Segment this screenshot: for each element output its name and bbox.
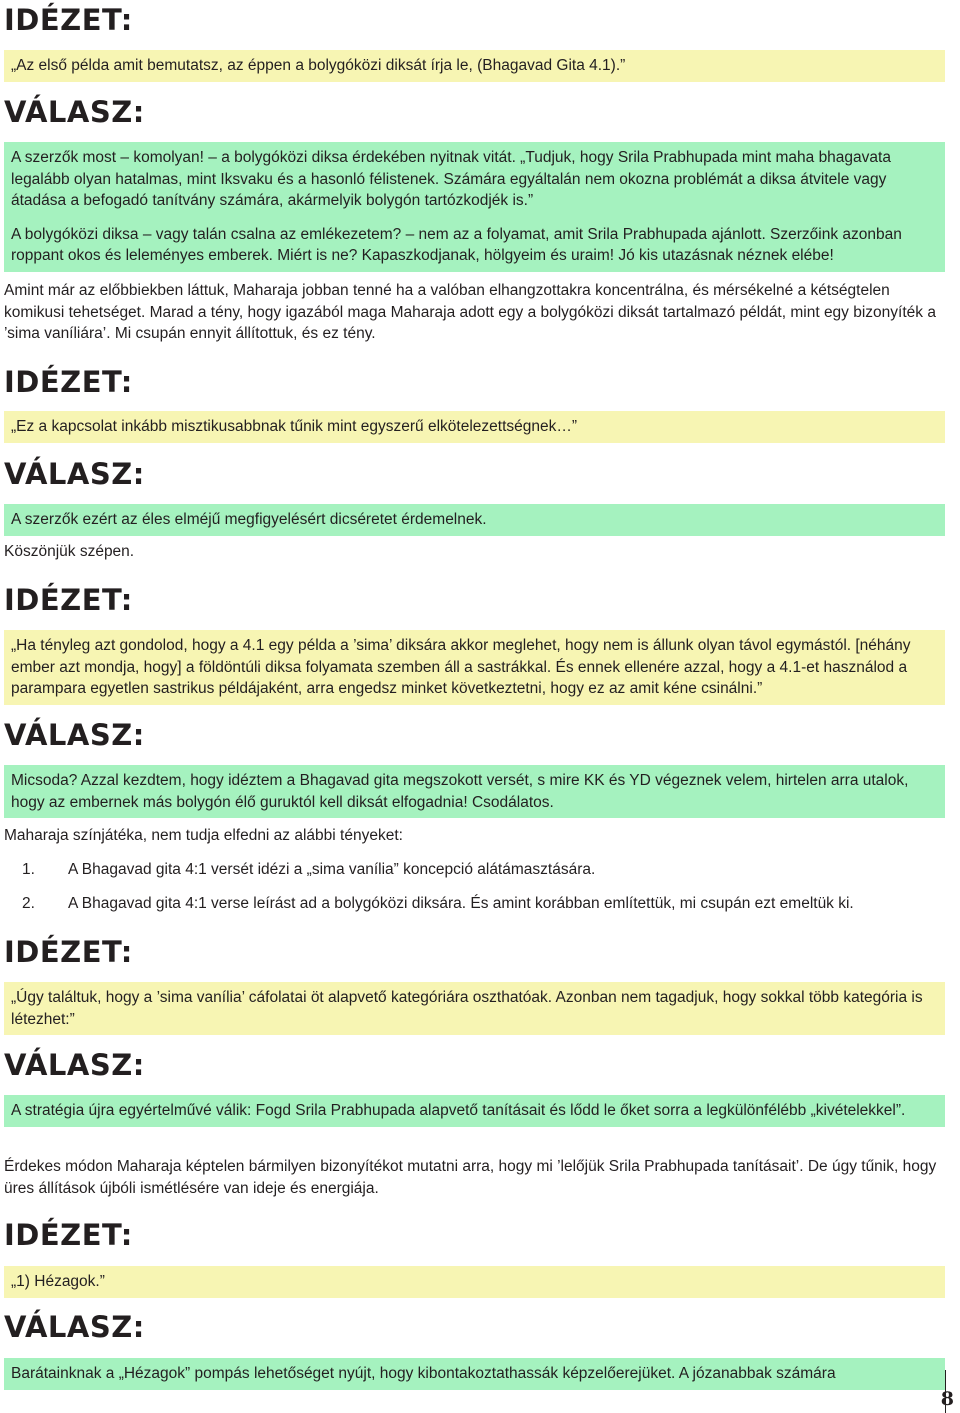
list-item bbox=[22, 859, 942, 881]
quote-heading: IDÉZET: bbox=[4, 1218, 133, 1252]
answer-heading: VÁLASZ: bbox=[4, 457, 145, 491]
quote-box-5 bbox=[4, 1266, 945, 1298]
answer-text: A bolygóközi diksa – vagy talán csalna az emlékezetem? – nem az a folyamat, amit Srila Prabhupada ajánlott. Szerzőink azonban roppant okos és leleményes emberek. Miért is ne? Kapaszkodjanak, hölgyeim és uraim! Jó kis utazásnak néznek elébe! bbox=[11, 225, 902, 264]
answer-text: A szerzők ezért az éles elméjű megfigyelésért dicséretet érdemelnek. bbox=[11, 511, 487, 528]
answer-box-5 bbox=[4, 1358, 945, 1390]
page-number: 8 bbox=[940, 1388, 954, 1410]
body-paragraph bbox=[4, 541, 945, 563]
answer-heading: VÁLASZ: bbox=[4, 718, 145, 752]
numbered-list bbox=[22, 859, 942, 914]
answer-text: A stratégia újra egyértelművé válik: Fogd Srila Prabhupada alapvető tanításait és lődd le őket sorra a legkülönfélébb „kivételekkel”. bbox=[11, 1102, 906, 1119]
quote-heading: IDÉZET: bbox=[4, 583, 133, 617]
quote-box-4 bbox=[4, 982, 945, 1035]
list-item bbox=[22, 893, 942, 915]
list-item-text: A Bhagavad gita 4:1 versét idézi a „sima vanília” koncepció alátámasztására. bbox=[68, 861, 596, 878]
quote-heading: IDÉZET: bbox=[4, 935, 133, 969]
quote-text: „1) Hézagok.” bbox=[11, 1273, 105, 1290]
answer-box-1 bbox=[4, 142, 945, 272]
paragraph-text: Maharaja színjátéka, nem tudja elfedni az alábbi tényeket: bbox=[4, 827, 403, 844]
quote-heading: IDÉZET: bbox=[4, 365, 133, 399]
quote-text: „Úgy találtuk, hogy a ’sima vanília’ cáfolatai öt alapvető kategóriára oszthatóak. Azonban nem tagadjuk, hogy sokkal több kategória is létezhet:” bbox=[11, 989, 923, 1028]
quote-box-2 bbox=[4, 411, 945, 443]
quote-box-1 bbox=[4, 50, 945, 82]
list-item-number: 1. bbox=[22, 861, 35, 878]
answer-text: Barátainknak a „Hézagok” pompás lehetőséget nyújt, hogy kibontakoztathassák képzelőerejüket. A józanabbak számára bbox=[11, 1365, 836, 1382]
answer-box-3 bbox=[4, 765, 945, 818]
paragraph-text: Érdekes módon Maharaja képtelen bármilyen bizonyítékot mutatni arra, hogy mi ’lelőjük Srila Prabhupada tanításait’. De úgy tűnik, hogy üres állítások újbóli ismétlésére van ideje és energiája. bbox=[4, 1158, 937, 1197]
answer-heading: VÁLASZ: bbox=[4, 95, 145, 129]
answer-box-4 bbox=[4, 1095, 945, 1127]
quote-text: „Ha tényleg azt gondolod, hogy a 4.1 egy példa a ’sima’ diksára akkor meglehet, hogy nem is állunk olyan távol egymástól. [néhány ember azt mondja, hogy] a földöntúli diksa folyamata szemben áll a sastrákkal. És ennek ellenére azzal, hogy a 4.1-et használod a parampara egyetlen sastrikus példájaként, arra engedsz minket következtetni, hogy ez az amit kéne csinálni.” bbox=[11, 637, 911, 697]
quote-box-3 bbox=[4, 630, 945, 705]
answer-text: Micsoda? Azzal kezdtem, hogy idéztem a Bhagavad gita megszokott versét, s mire KK és YD végeznek velem, hirtelen arra utalok, hogy az embernek más bolygón élő guruktól kell diksát elfogadnia! Csodálatos. bbox=[11, 772, 909, 811]
answer-heading: VÁLASZ: bbox=[4, 1048, 145, 1082]
answer-text: A szerzők most – komolyan! – a bolygóközi diksa érdekében nyitnak vitát. „Tudjuk, hogy Srila Prabhupada mint maha bhagavata legalább olyan hatalmas, mint Iksvaku és a hasonló félistenek. Számára egyáltalán nem okozna problémát a diksa átvitele vagy átadása a befogadó tanítvány számára, akármelyik bolygón tartózkodjék is.” bbox=[11, 149, 891, 209]
paragraph-text: Amint már az előbbiekben láttuk, Maharaja jobban tenné ha a valóban elhangzottakra koncentrálna, és mérsékelné a kétségtelen komikusi tehetséget. Marad a tény, hogy igazából maga Maharaja adott egy a bolygóközi diksát tartalmazó példát, mint egy bizonyíték a ’sima vaníliára’. Mi csupán ennyit állítottuk, és ez tény. bbox=[4, 282, 936, 342]
quote-heading: IDÉZET: bbox=[4, 3, 133, 37]
answer-heading: VÁLASZ: bbox=[4, 1310, 145, 1344]
body-paragraph bbox=[4, 1156, 945, 1199]
body-paragraph bbox=[4, 280, 945, 345]
list-item-number: 2. bbox=[22, 894, 35, 912]
list-item-text: A Bhagavad gita 4:1 verse leírást ad a bolygóközi diksára. És amint korábban említettük, mi csupán ezt emeltük ki. bbox=[68, 894, 854, 912]
body-paragraph bbox=[4, 825, 945, 847]
quote-text: „Ez a kapcsolat inkább misztikusabbnak tűnik mint egyszerű elkötelezettségnek…” bbox=[11, 418, 578, 435]
paragraph-text: Köszönjük szépen. bbox=[4, 543, 135, 560]
quote-text: „Az első példa amit bemutatsz, az éppen a bolygóközi diksát írja le, (Bhagavad Gita 4.1).” bbox=[11, 57, 626, 74]
answer-box-2 bbox=[4, 504, 945, 536]
